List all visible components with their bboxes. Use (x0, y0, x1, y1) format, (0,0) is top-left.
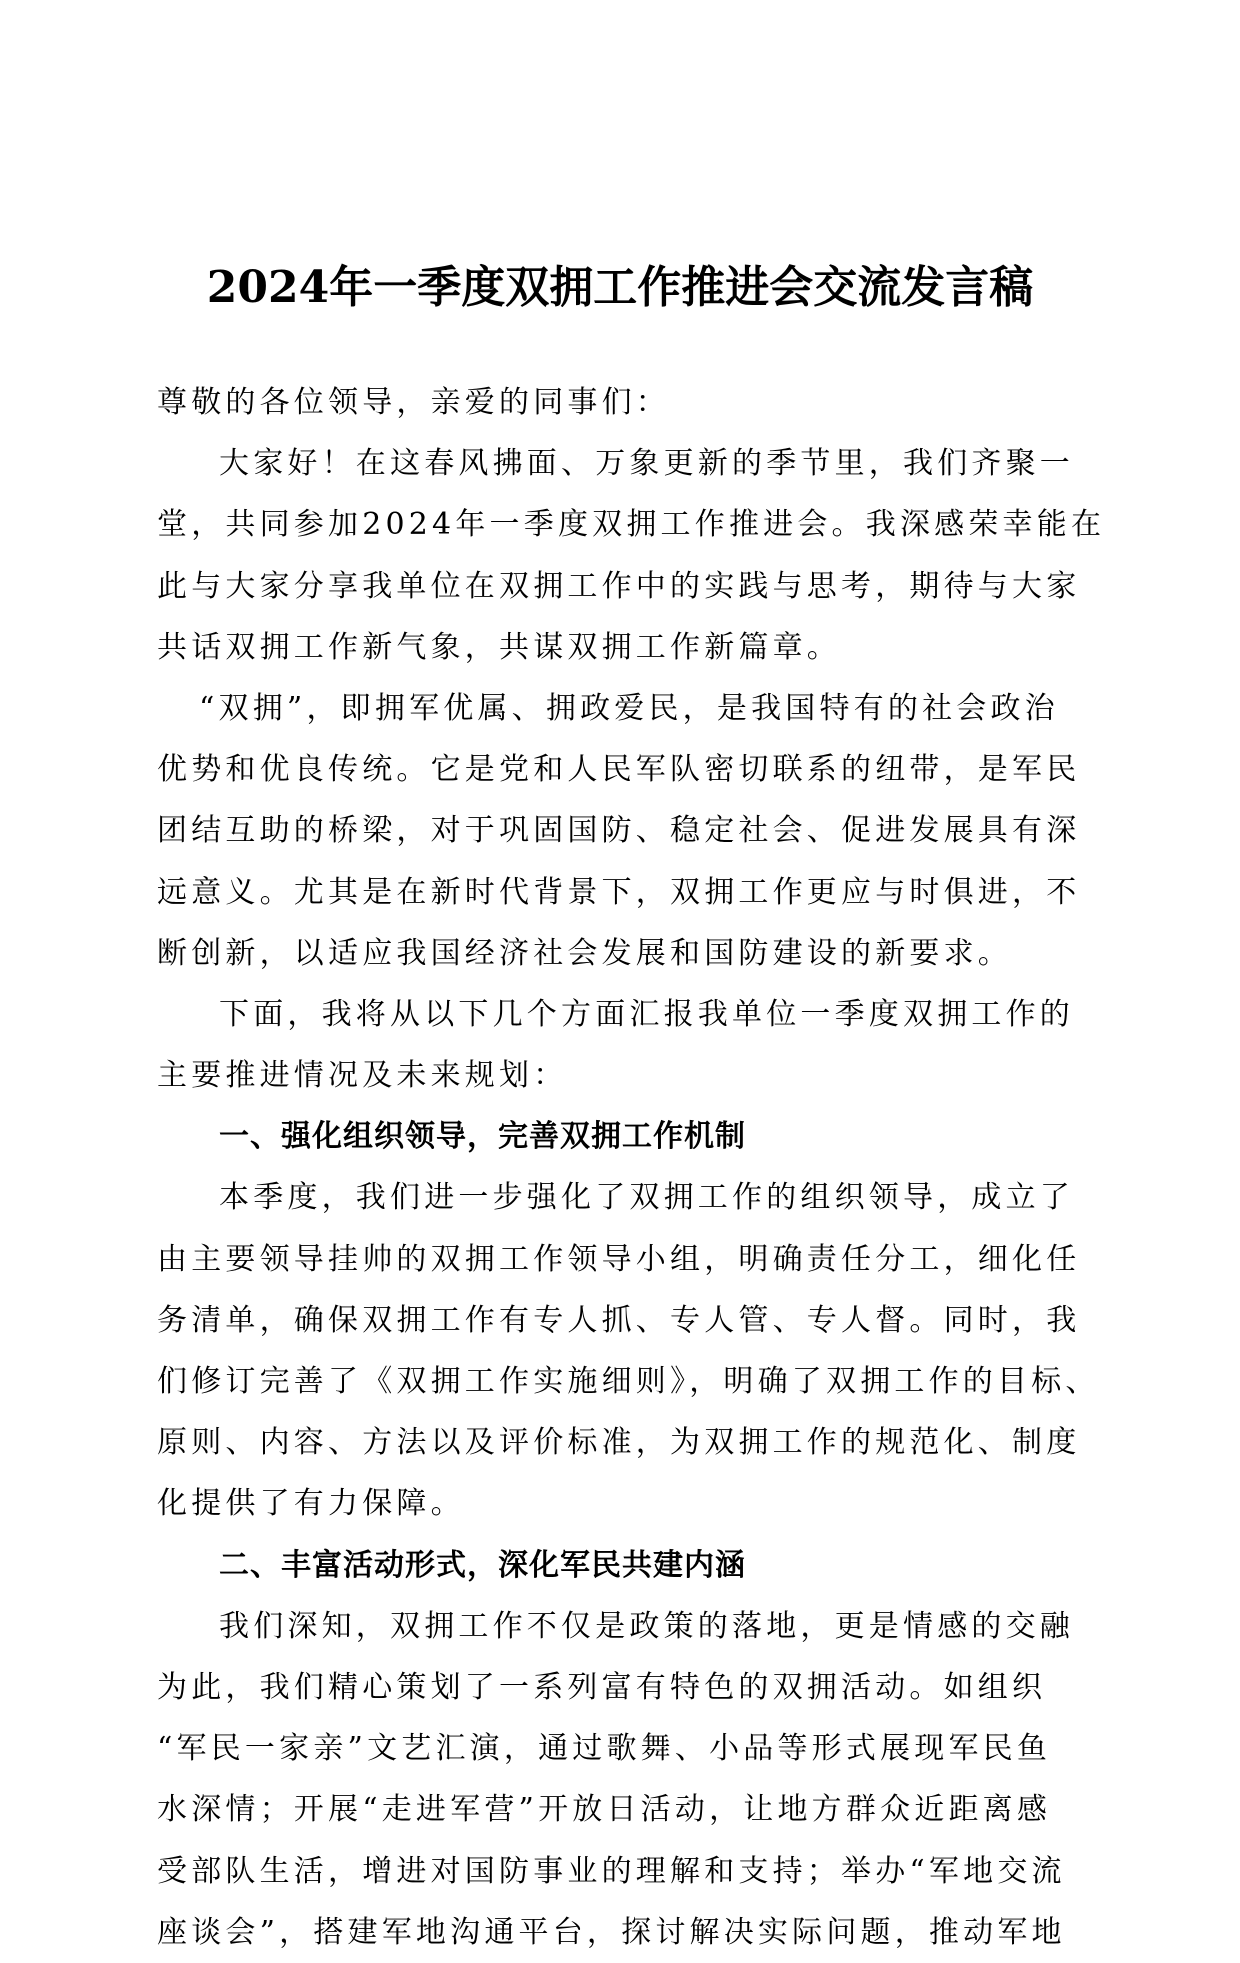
paragraph-line: 水深情；开展“走进军营”开放日活动，让地方群众近距离感 (157, 1792, 1052, 1828)
paragraph-line: 共话双拥工作新气象，共谋双拥工作新篇章。 (157, 629, 841, 665)
paragraph-line: 由主要领导挂帅的双拥工作领导小组，明确责任分工，细化任 (157, 1241, 1081, 1277)
paragraph-line: 下面，我将从以下几个方面汇报我单位一季度双拥工作的 (219, 996, 1074, 1032)
paragraph-line: 原则、内容、方法以及评价标准，为双拥工作的规范化、制度 (157, 1425, 1081, 1461)
paragraph-line: 团结互助的桥梁，对于巩固国防、稳定社会、促进发展具有深 (157, 813, 1081, 849)
section-heading: 一、强化组织领导，完善双拥工作机制 (219, 1119, 746, 1155)
paragraph-line: 大家好！在这春风拂面、万象更新的季节里，我们齐聚一 (219, 446, 1074, 482)
paragraph-line: 我们深知，双拥工作不仅是政策的落地，更是情感的交融 (219, 1608, 1074, 1644)
section-heading: 二、丰富活动形式，深化军民共建内涵 (219, 1547, 746, 1583)
document-body (157, 372, 1106, 1963)
paragraph-line: “军民一家亲”文艺汇演，通过歌舞、小品等形式展现军民鱼 (157, 1731, 1052, 1767)
paragraph-line: 们修订完善了《双拥工作实施细则》，明确了双拥工作的目标、 (157, 1364, 1100, 1399)
salutation-line: 尊敬的各位领导，亲爱的同事们： (157, 385, 670, 420)
paragraph-line: 本季度，我们进一步强化了双拥工作的组织领导，成立了 (219, 1180, 1074, 1216)
paragraph-line: 此与大家分享我单位在双拥工作中的实践与思考，期待与大家 (157, 568, 1081, 604)
paragraph-line: 受部队生活，增进对国防事业的理解和支持；举办“军地交流 (157, 1853, 1066, 1889)
paragraph-line: 务清单，确保双拥工作有专人抓、专人管、专人督。同时，我 (157, 1302, 1081, 1338)
paragraph-line: 远意义。尤其是在新时代背景下，双拥工作更应与时俱进，不 (157, 874, 1081, 910)
paragraph-line: 堂，共同参加2024年一季度双拥工作推进会。我深感荣幸能在 (157, 507, 1106, 543)
paragraph-line: 化提供了有力保障。 (157, 1486, 465, 1522)
paragraph-line: 为此，我们精心策划了一系列富有特色的双拥活动。如组织 (157, 1669, 1047, 1705)
paragraph-line: 优势和优良传统。它是党和人民军队密切联系的纽带，是军民 (157, 752, 1081, 788)
paragraph-line: 主要推进情况及未来规划： (157, 1058, 568, 1094)
paragraph-line: “双拥”，即拥军优属、拥政爱民，是我国特有的社会政治 (199, 690, 1059, 726)
paragraph-line: 座谈会”，搭建军地沟通平台，探讨解决实际问题，推动军地 (157, 1914, 1066, 1950)
document-title: 2024年一季度双拥工作推进会交流发言稿 (206, 262, 1034, 313)
paragraph-line: 断创新，以适应我国经济社会发展和国防建设的新要求。 (157, 935, 1012, 971)
